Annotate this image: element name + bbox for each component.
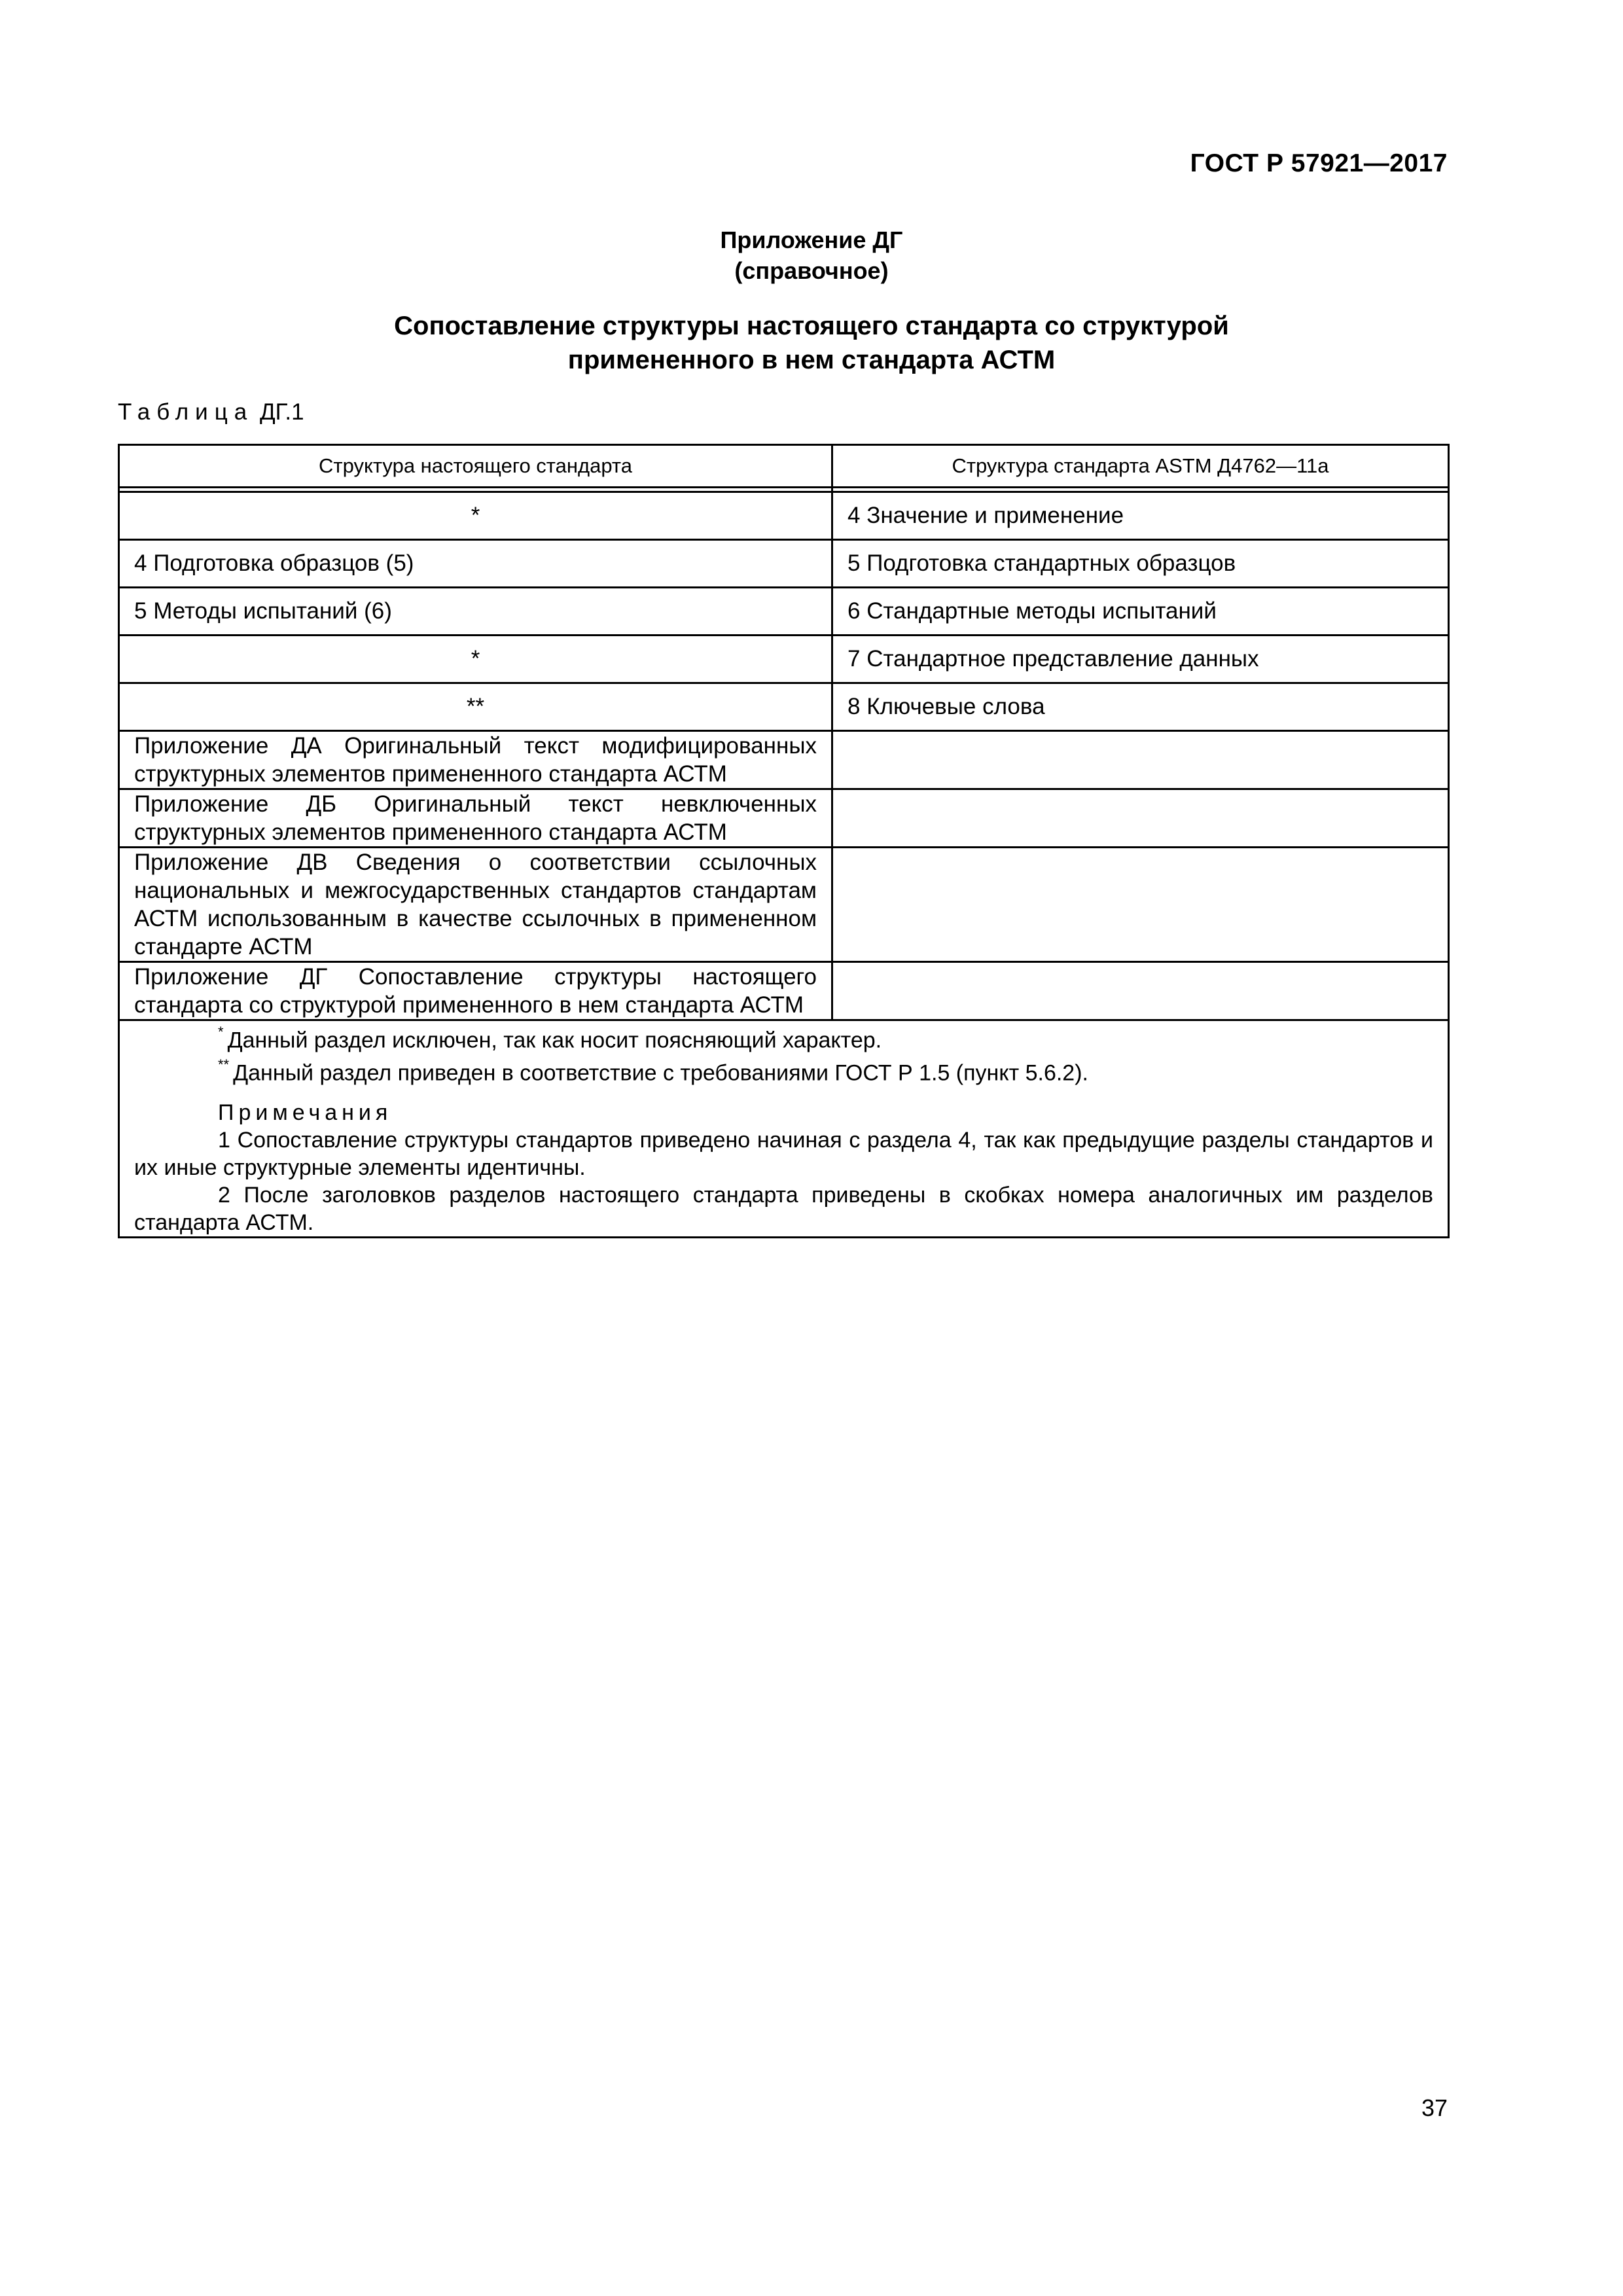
cell-current: Приложение ДВ Сведения о соответствии ссылочных национальных и межгосударственных стандартов стандартам АСТМ использованным в качестве ссылочных в примененном стандарте АСТМ	[119, 848, 832, 962]
cell-astm	[832, 962, 1449, 1020]
table-notes-cell	[119, 1020, 1449, 1238]
cell-current: Приложение ДГ Сопоставление структуры настоящего стандарта со структурой примененного в нем стандарта АСТМ	[119, 962, 832, 1020]
footnote	[134, 1054, 1433, 1086]
cell-astm: 8 Ключевые слова	[832, 683, 1449, 731]
footnote-text: Данный раздел приведен в соответствие с требованиями ГОСТ Р 1.5 (пункт 5.6.2).	[233, 1060, 1088, 1086]
appendix-title-line-2: примененного в нем стандарта АСТМ	[567, 346, 1056, 374]
table-row	[119, 789, 1449, 848]
table-row	[119, 962, 1449, 1020]
column-header-current-standard: Структура настоящего стандарта	[119, 445, 832, 488]
table-caption-word: Таблица	[118, 399, 254, 425]
appendix-heading	[0, 224, 1623, 286]
cell-astm: 7 Стандартное представление данных	[832, 636, 1449, 683]
cell-current: 4 Подготовка образцов (5)	[119, 540, 832, 588]
notes-title: Примечания	[218, 1100, 393, 1125]
note-item: 2 После заголовков разделов настоящего стандарта приведены в скобках номера аналогичных им разделов стандарта АСТМ.	[134, 1182, 1433, 1235]
note-item: 1 Сопоставление структуры стандартов приведено начиная с раздела 4, так как предыдущие разделы стандартов и их иные структурные элементы идентичны.	[134, 1127, 1433, 1180]
table-caption-id: ДГ.1	[259, 399, 304, 425]
table-row	[119, 540, 1449, 588]
table-row	[119, 492, 1449, 540]
cell-current: Приложение ДБ Оригинальный текст невключенных структурных элементов примененного стандарта АСТМ	[119, 789, 832, 848]
footnote-mark: *	[218, 1024, 224, 1040]
table-caption	[118, 399, 304, 425]
table-row	[119, 636, 1449, 683]
cell-astm: 6 Стандартные методы испытаний	[832, 588, 1449, 636]
structure-comparison-table	[118, 444, 1450, 1238]
cell-current: Приложение ДА Оригинальный текст модифицированных структурных элементов примененного стандарта АСТМ	[119, 731, 832, 789]
footnote	[134, 1021, 1433, 1054]
table-row	[119, 683, 1449, 731]
table-notes-row	[119, 1020, 1449, 1238]
header-separator	[119, 488, 1449, 492]
cell-astm	[832, 731, 1449, 789]
cell-astm	[832, 848, 1449, 962]
cell-current: 5 Методы испытаний (6)	[119, 588, 832, 636]
cell-current: *	[119, 492, 832, 540]
footnote-text: Данный раздел исключен, так как носит поясняющий характер.	[227, 1028, 882, 1053]
table-row	[119, 848, 1449, 962]
appendix-name: Приложение ДГ	[720, 226, 903, 253]
appendix-title-line-1: Сопоставление структуры настоящего стандарта со структурой	[394, 312, 1229, 340]
cell-astm: 5 Подготовка стандартных образцов	[832, 540, 1449, 588]
cell-current: *	[119, 636, 832, 683]
table-row	[119, 588, 1449, 636]
appendix-kind: (справочное)	[734, 257, 889, 284]
cell-astm	[832, 789, 1449, 848]
table-header-row	[119, 445, 1449, 488]
cell-current: **	[119, 683, 832, 731]
column-header-astm-standard: Структура стандарта ASTM Д4762—11а	[832, 445, 1449, 488]
document-code: ГОСТ Р 57921—2017	[1190, 149, 1448, 177]
cell-astm: 4 Значение и применение	[832, 492, 1449, 540]
appendix-title	[0, 309, 1623, 377]
table-row	[119, 731, 1449, 789]
footnote-mark: **	[218, 1056, 230, 1073]
page-number: 37	[1421, 2094, 1448, 2121]
